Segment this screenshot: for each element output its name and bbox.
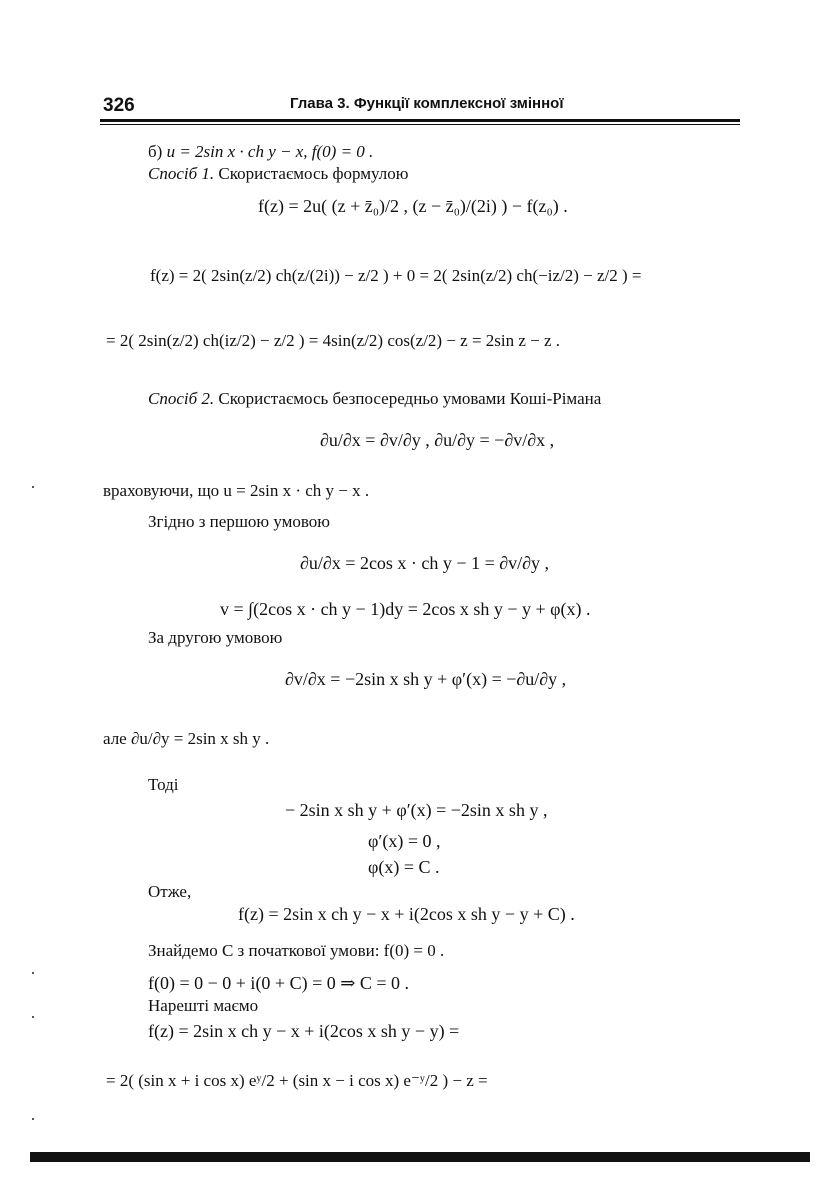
header-rule-thin [100,124,740,125]
eq-du-dx: ∂u/∂x = 2cos x · ch y − 1 = ∂v/∂y , [300,553,550,573]
method1-title: Спосіб 1. [148,164,215,183]
first-condition-intro: Згідно з першою умовою [148,512,331,531]
bottom-scan-bar [30,1152,810,1162]
method1-intro: Скористаємось формулою [218,164,409,183]
but-label: але [103,729,127,748]
find-c-line: Знайдемо C з початкової умови: f(0) = 0 . [148,941,445,960]
eq-phi-prime-line: − 2sin x sh y + φ′(x) = −2sin x sh y , [285,800,548,820]
scan-speck [32,1118,34,1120]
eq-v-integral: v = ∫(2cos x · ch y − 1)dy = 2cos x sh y − y + φ(x) . [220,599,591,619]
problem-label: б) [148,142,163,161]
header-rule-thick [100,119,740,122]
scan-speck [32,486,34,488]
second-condition-intro: За другою умовою [148,628,283,647]
then-label: Тоді [148,775,179,794]
problem-line [148,142,373,162]
scan-speck [32,1016,34,1018]
method2-intro: Скористаємось безпосередньо умовами Коші-Рімана [218,389,602,408]
method1-formula: f(z) = 2u( (z + z̄₀)/2 , (z − z̄₀)/(2i) ) − f(z₀) . [258,196,568,216]
considering-line: враховуючи, що u = 2sin x · ch y − x . [103,481,370,500]
eq-f-expanded: = 2( (sin x + i cos x) eʸ/2 + (sin x − i cos x) e⁻ʸ/2 ) − z = [106,1071,488,1090]
method2-intro-line [148,389,601,409]
cauchy-riemann-equations: ∂u/∂x = ∂v/∂y , ∂u/∂y = −∂v/∂x , [320,430,555,450]
method1-intro-line [148,164,408,184]
method1-step1: f(z) = 2( 2sin(z/2) ch(z/(2i)) − z/2 ) + 0 = 2( 2sin(z/2) ch(−iz/2) − z/2 ) = [150,266,642,285]
finally-label: Нарешті маємо [148,996,259,1015]
eq-phi-prime-zero: φ′(x) = 0 , [368,831,441,851]
eq-f-general: f(z) = 2sin x ch y − x + i(2cos x sh y − y + C) . [238,904,575,924]
eq-phi-const: φ(x) = C . [368,857,440,877]
page-number: 326 [103,95,135,116]
method1-step2: = 2( 2sin(z/2) ch(iz/2) − z/2 ) = 4sin(z/2) cos(z/2) − z = 2sin z − z . [106,331,561,350]
chapter-title: Глава 3. Функції комплексної змінної [290,95,564,112]
therefore-label: Отже, [148,882,192,901]
problem-condition: u = 2sin x · ch y − x, f(0) = 0 . [166,142,374,161]
eq-dv-dx: ∂v/∂x = −2sin x sh y + φ′(x) = −∂u/∂y , [285,669,567,689]
but-line [103,729,269,749]
eq-f-final: f(z) = 2sin x ch y − x + i(2cos x sh y − y) = [148,1021,460,1041]
scan-speck [32,972,34,974]
eq-f0: f(0) = 0 − 0 + i(0 + C) = 0 ⇒ C = 0 . [148,973,409,993]
eq-du-dy: ∂u/∂y = 2sin x sh y . [130,729,270,748]
method2-title: Спосіб 2. [148,389,215,408]
